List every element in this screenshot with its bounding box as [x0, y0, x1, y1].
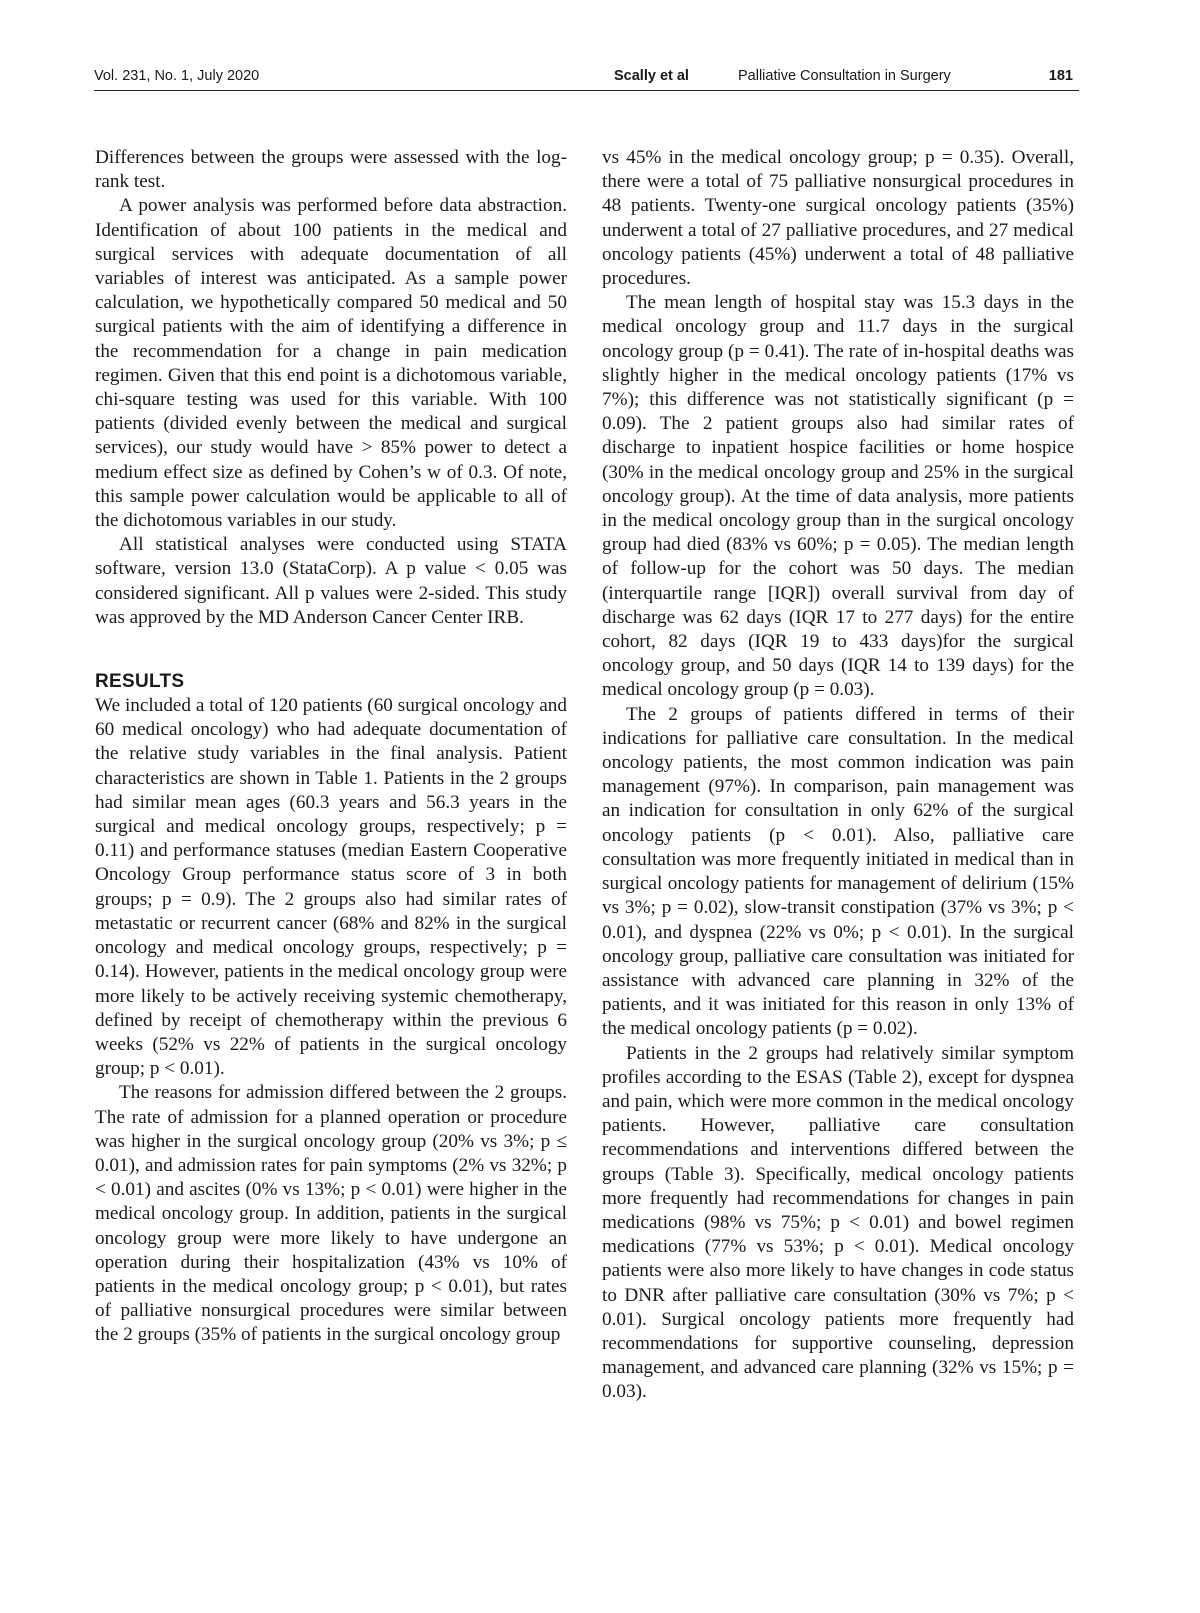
section-heading-results: RESULTS [95, 671, 185, 693]
paragraph: The mean length of hospital stay was 15.3 days in the medical oncology group and 11.7 days in the surgical oncology group (p = 0.41). The rate of in-hospital deaths was slightly higher in the medical oncology patients (17% vs 7%); this difference was not statistically significant (p = 0.09). The 2 patient groups also had similar rates of discharge to inpatient hospice facilities or home hospice (30% in the medical oncology group and 25% in the surgical oncology group). At the time of data analysis, more patients in the medical oncology group than in the surgical oncology group had died (83% vs 60%; p = 0.05). The median length of follow-up for the cohort was 50 days. The median (interquartile range [IQR]) overall survival from day of discharge was 62 days (IQR 17 to 277 days) for the entire cohort, 82 days (IQR 19 to 433 days)for the surgical oncology group, and 50 days (IQR 14 to 139 days) for the medical oncology group (p = 0.03). [602, 292, 1074, 701]
paragraph: Patients in the 2 groups had relatively similar symptom profiles according to the ESAS (Table 2), except for dyspnea and pain, which were more common in the medical oncology patients. However, palliative care consultation recommendations and interventions differed between the groups (Table 3). Specifically, medical oncology patients more frequently had recommendations for changes in pain medications (98% vs 75%; p < 0.01) and bowel regimen medications (77% vs 53%; p < 0.01). Medical oncology patients were also more likely to have changes in code status to DNR after palliative care consultation (30% vs 7%; p < 0.01). Surgical oncology patients more frequently had recommendations for supportive counseling, depression management, and advanced care planning (32% vs 15%; p = 0.03). [602, 1042, 1074, 1403]
running-title: Palliative Consultation in Surgery [738, 68, 951, 84]
right-column [602, 146, 1074, 1405]
paragraph: The 2 groups of patients differed in terms of their indications for palliative care consultation. In the medical oncology patients, the most common indication was pain management (97%). In comparison, pain management was an indication for consultation in only 62% of the surgical oncology patients (p < 0.01). Also, palliative care consultation was more frequently initiated in medical than in surgical oncology patients for management of delirium (15% vs 3%; p = 0.02), slow-transit constipation (37% vs 3%; p < 0.01), and dyspnea (22% vs 0%; p < 0.01). In the surgical oncology group, palliative care consultation was initiated for assistance with advanced care planning in 32% of the patients, and it was initiated for this reason in only 13% of the medical oncology patients (p = 0.02). [602, 703, 1074, 1040]
journal-volume: Vol. 231, No. 1, July 2020 [94, 68, 260, 84]
paragraph: All statistical analyses were conducted using STATA software, version 13.0 (StataCorp). A p value < 0.05 was considered significant. All p values were 2-sided. This study was approved by the MD Anderson Cancer Center IRB. [95, 534, 567, 628]
running-authors: Scally et al [614, 68, 689, 84]
paragraph: The reasons for admission differed between the 2 groups. The rate of admission for a planned operation or procedure was higher in the surgical oncology group (20% vs 3%; p ≤ 0.01), and admission rates for pain symptoms (2% vs 32%; p < 0.01) and ascites (0% vs 13%; p < 0.01) were higher in the medical oncology group. In addition, patients in the surgical oncology group were more likely to have undergone an operation during their hospitalization (43% vs 10% of patients in the medical oncology group; p < 0.01), but rates of palliative nonsurgical procedures were similar between the 2 groups (35% of patients in the surgical oncology group [95, 1082, 567, 1346]
paragraph: Differences between the groups were assessed with the log-rank test. [95, 147, 567, 193]
paragraph: We included a total of 120 patients (60 surgical oncology and 60 medical oncology) who had adequate documentation of the relative study variables in the final analysis. Patient characteristics are shown in Table 1. Patients in the 2 groups had similar mean ages (60.3 years and 56.3 years in the surgical and medical oncology groups, respectively; p = 0.11) and performance statuses (median Eastern Cooperative Oncology Group performance status score of 3 in both groups; p = 0.9). The 2 groups also had similar rates of metastatic or recurrent cancer (68% and 82% in the surgical oncology and medical oncology groups, respectively; p = 0.14). However, patients in the medical oncology group were more likely to be actively receiving systemic chemotherapy, defined by receipt of chemotherapy within the previous 6 weeks (52% vs 22% of patients in the surgical oncology group; p < 0.01). [95, 695, 567, 1080]
running-header [94, 66, 1079, 91]
page-number: 181 [1048, 68, 1073, 84]
paragraph: A power analysis was performed before data abstraction. Identification of about 100 patients in the medical and surgical services with adequate documentation of all variables of interest was anticipated. As a sample power calculation, we hypothetically compared 50 medical and 50 surgical patients with the aim of identifying a difference in the recommendation for a change in pain medication regimen. Given that this end point is a dichotomous variable, chi-square testing was used for this variable. With 100 patients (divided evenly between the medical and surgical services), our study would have > 85% power to detect a medium effect size as defined by Cohen’s w of 0.3. Of note, this sample power calculation would be applicable to all of the dichotomous variables in our study. [95, 195, 567, 532]
left-column [95, 146, 567, 1348]
paragraph: vs 45% in the medical oncology group; p = 0.35). Overall, there were a total of 75 palliative nonsurgical procedures in 48 patients. Twenty-one surgical oncology patients (35%) underwent a total of 27 palliative procedures, and 27 medical oncology patients (45%) underwent a total of 48 palliative procedures. [602, 147, 1074, 290]
